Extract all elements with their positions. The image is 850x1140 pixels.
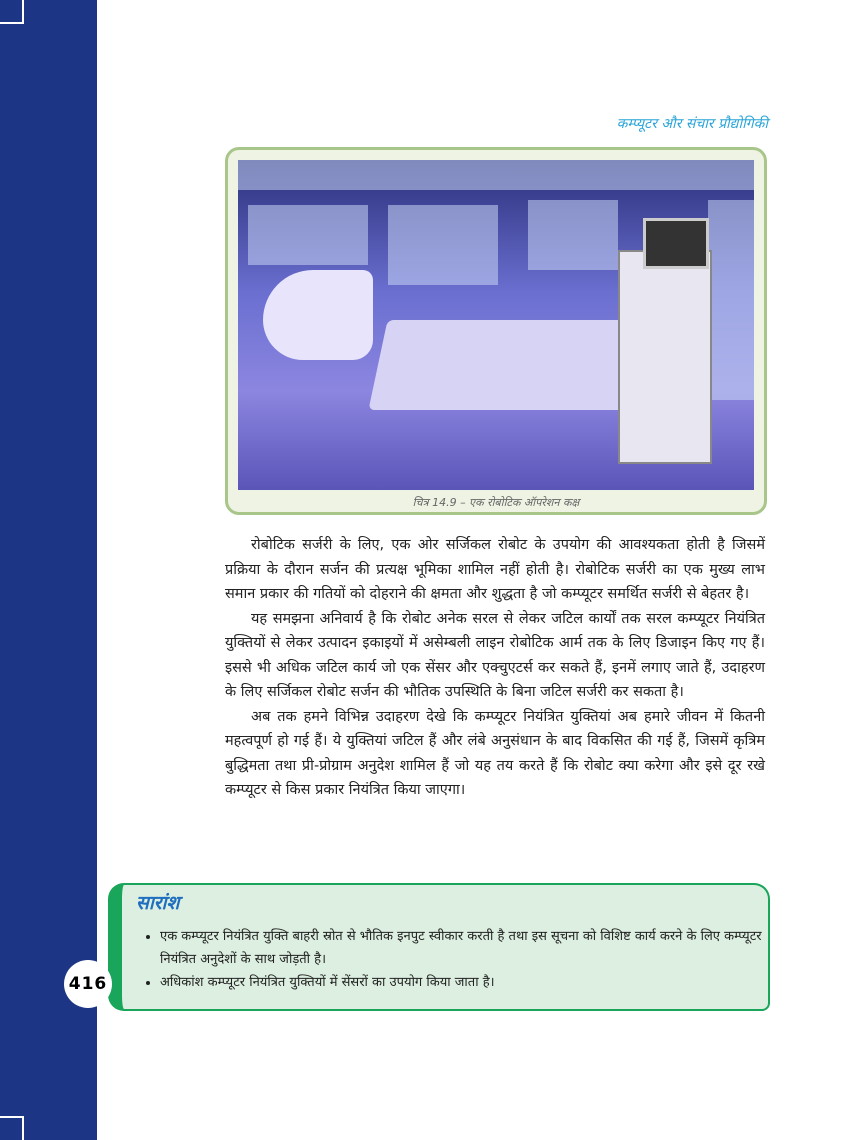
- paragraph: रोबोटिक सर्जरी के लिए, एक ओर सर्जिकल रोबोट के उपयोग की आवश्यकता होती है जिसमें प्रक्रिया के दौरान सर्जन की प्रत्यक्ष भूमिका शामिल नहीं होती है। रोबोटिक सर्जरी का एक मुख्य लाभ समान प्रकार की गतियों को दोहराने की क्षमता और शुद्धता है जो कम्प्यूटर समर्थित सर्जरी से बेहतर है।: [225, 537, 765, 602]
- paragraph: अब तक हमने विभिन्न उदाहरण देखे कि कम्प्यूटर नियंत्रित युक्तियां अब हमारे जीवन में कितनी महत्वपूर्ण हो गई हैं। ये युक्तियां जटिल हैं और लंबे अनुसंधान के बाद विकसित की गई हैं, जिसमें कृत्रिम बुद्धिमता तथा प्री-प्रोग्राम अनुदेश शामिल हैं जो यह तय करते हैं कि रोबोट क्या करेगा और इसे दूर रखे कम्प्यूटर से किस प्रकार नियंत्रित किया जाएगा।: [225, 708, 765, 798]
- summary-box: [108, 883, 770, 1011]
- crop-mark: [0, 0, 24, 24]
- paragraph: यह समझना अनिवार्य है कि रोबोट अनेक सरल से लेकर जटिल कार्यों तक सरल कम्प्यूटर नियंत्रित युक्तियों से लेकर उत्पादन इकाइयों में असेम्बली लाइन रोबोटिक आर्म तक के लिए डिजाइन किए गए हैं। इससे भी अधिक जटिल कार्य जो एक सेंसर और एक्चुएटर्स कर सकते हैं, इनमें लगाए जाते हैं, उदाहरण के लिए सर्जिकल रोबोट सर्जन की भौतिक उपस्थिति के बिना जटिल सर्जरी कर सकता है।: [225, 610, 765, 700]
- figure-frame: [225, 147, 767, 515]
- crop-mark: [0, 1116, 24, 1140]
- robotic-operation-room-photo: [238, 160, 754, 490]
- running-header: कम्प्यूटर और संचार प्रौद्योगिकी: [616, 116, 768, 132]
- summary-item: • अधिकांश कम्प्यूटर नियंत्रित युक्तियों में सेंसरों का उपयोग किया जाता है।: [160, 971, 768, 994]
- figure-caption: चित्र 14.9 – एक रोबोटिक ऑपरेशन कक्ष: [412, 496, 580, 509]
- page-number: 416: [64, 960, 112, 1008]
- summary-title: सारांश: [136, 892, 180, 914]
- summary-item: • एक कम्प्यूटर नियंत्रित युक्ति बाहरी स्रोत से भौतिक इनपुट स्वीकार करती है तथा इस सूचना को विशिष्ट कार्य करने के लिए कम्प्यूटर नियंत्रित अनुदेशों के साथ जोड़ती है।: [160, 925, 768, 971]
- body-text: [225, 533, 765, 803]
